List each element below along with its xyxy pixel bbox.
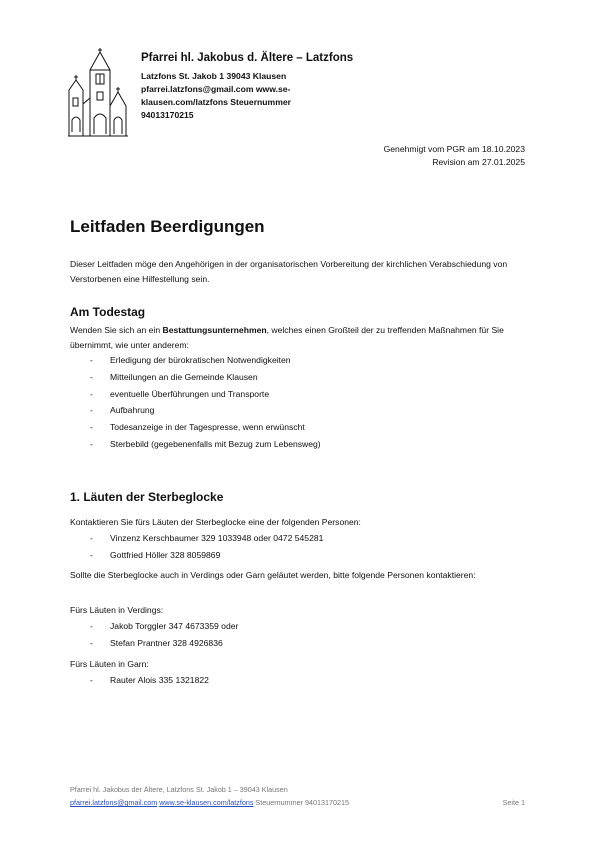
- intro-paragraph: Dieser Leitfaden möge den Angehörigen in der organisatorischen Vorbereitung der kirchlichen Verabschiedung von Verstorbenen eine Hilfestellung sein.: [70, 259, 508, 284]
- footer-web-link[interactable]: www.se-klausen.com/latzfons: [159, 798, 254, 807]
- page-number: Seite 1: [502, 798, 525, 807]
- list-item: - Vinzenz Kerschbaumer 329 1033948 oder 0472 545281: [70, 530, 323, 547]
- parish-name: Pfarrei hl. Jakobus d. Ältere – Latzfons: [141, 52, 354, 64]
- list-item: - Mitteilungen an die Gemeinde Klausen: [70, 369, 321, 386]
- list-item: - eventuelle Überführungen und Transporte: [70, 386, 321, 403]
- contact-line: pfarrei.latzfons@gmail.com www.se-: [141, 84, 291, 94]
- list-item: - Todesanzeige in der Tagespresse, wenn erwünscht: [70, 419, 321, 436]
- footer-address: Pfarrei hl. Jakobus der Ältere, Latzfons St. Jakob 1 – 39043 Klausen: [70, 785, 288, 794]
- list-item: - Stefan Prantner 328 4926836: [70, 635, 238, 652]
- verdings-contacts: [70, 618, 238, 652]
- list-item: - Gottfried Höller 328 8059869: [70, 547, 323, 564]
- garn-contacts: [70, 672, 209, 689]
- approval-date: Genehmigt vom PGR am 18.10.2023: [383, 144, 525, 154]
- list-item: - Jakob Torggler 347 4673359 oder: [70, 618, 238, 635]
- section-heading-sterbeglocke: 1. Läuten der Sterbeglocke: [70, 490, 224, 504]
- list-item: - Rauter Alois 335 1321822: [70, 672, 209, 689]
- footer-tax: Steuernummer 94013170215: [253, 798, 349, 807]
- text: , welches einen Großteil der zu treffenden Maßnahmen für Sie übernimmt, wie unter anderem:: [70, 325, 504, 350]
- list-item: - Erledigung der bürokratischen Notwendigkeiten: [70, 352, 321, 369]
- list-item: - Aufbahrung: [70, 402, 321, 419]
- garn-label: Fürs Läuten in Garn:: [70, 659, 149, 669]
- footer-contact: [70, 796, 525, 809]
- church-logo: [66, 48, 132, 140]
- contact-line: klausen.com/latzfons Steuernummer: [141, 97, 291, 107]
- list-item: - Sterbebild (gegebenenfalls mit Bezug zum Lebensweg): [70, 436, 321, 453]
- bold-text: Bestattungsunternehmen: [162, 325, 267, 335]
- sterbeglocke-contacts: [70, 530, 323, 564]
- todestag-list: [70, 352, 321, 453]
- approval-info: [384, 143, 525, 169]
- letterhead: [141, 52, 441, 122]
- text: Wenden Sie sich an ein: [70, 325, 163, 335]
- document-title: Leitfaden Beerdigungen: [70, 217, 265, 236]
- footer-email-link[interactable]: pfarrei.latzfons@gmail.com: [70, 798, 158, 807]
- sterbeglocke-other: Sollte die Sterbeglocke auch in Verdings oder Garn geläutet werden, bitte folgende Personen kontaktieren:: [70, 570, 476, 580]
- verdings-label: Fürs Läuten in Verdings:: [70, 605, 164, 615]
- revision-date: Revision am 27.01.2025: [432, 157, 525, 167]
- sterbeglocke-intro: Kontaktieren Sie fürs Läuten der Sterbeglocke eine der folgenden Personen:: [70, 517, 361, 527]
- address-line: Latzfons St. Jakob 1 39043 Klausen: [141, 71, 287, 81]
- page-footer: [70, 783, 525, 809]
- todestag-paragraph: [70, 323, 530, 353]
- section-heading-todestag: Am Todestag: [70, 305, 146, 319]
- tax-number: 94013170215: [141, 110, 194, 120]
